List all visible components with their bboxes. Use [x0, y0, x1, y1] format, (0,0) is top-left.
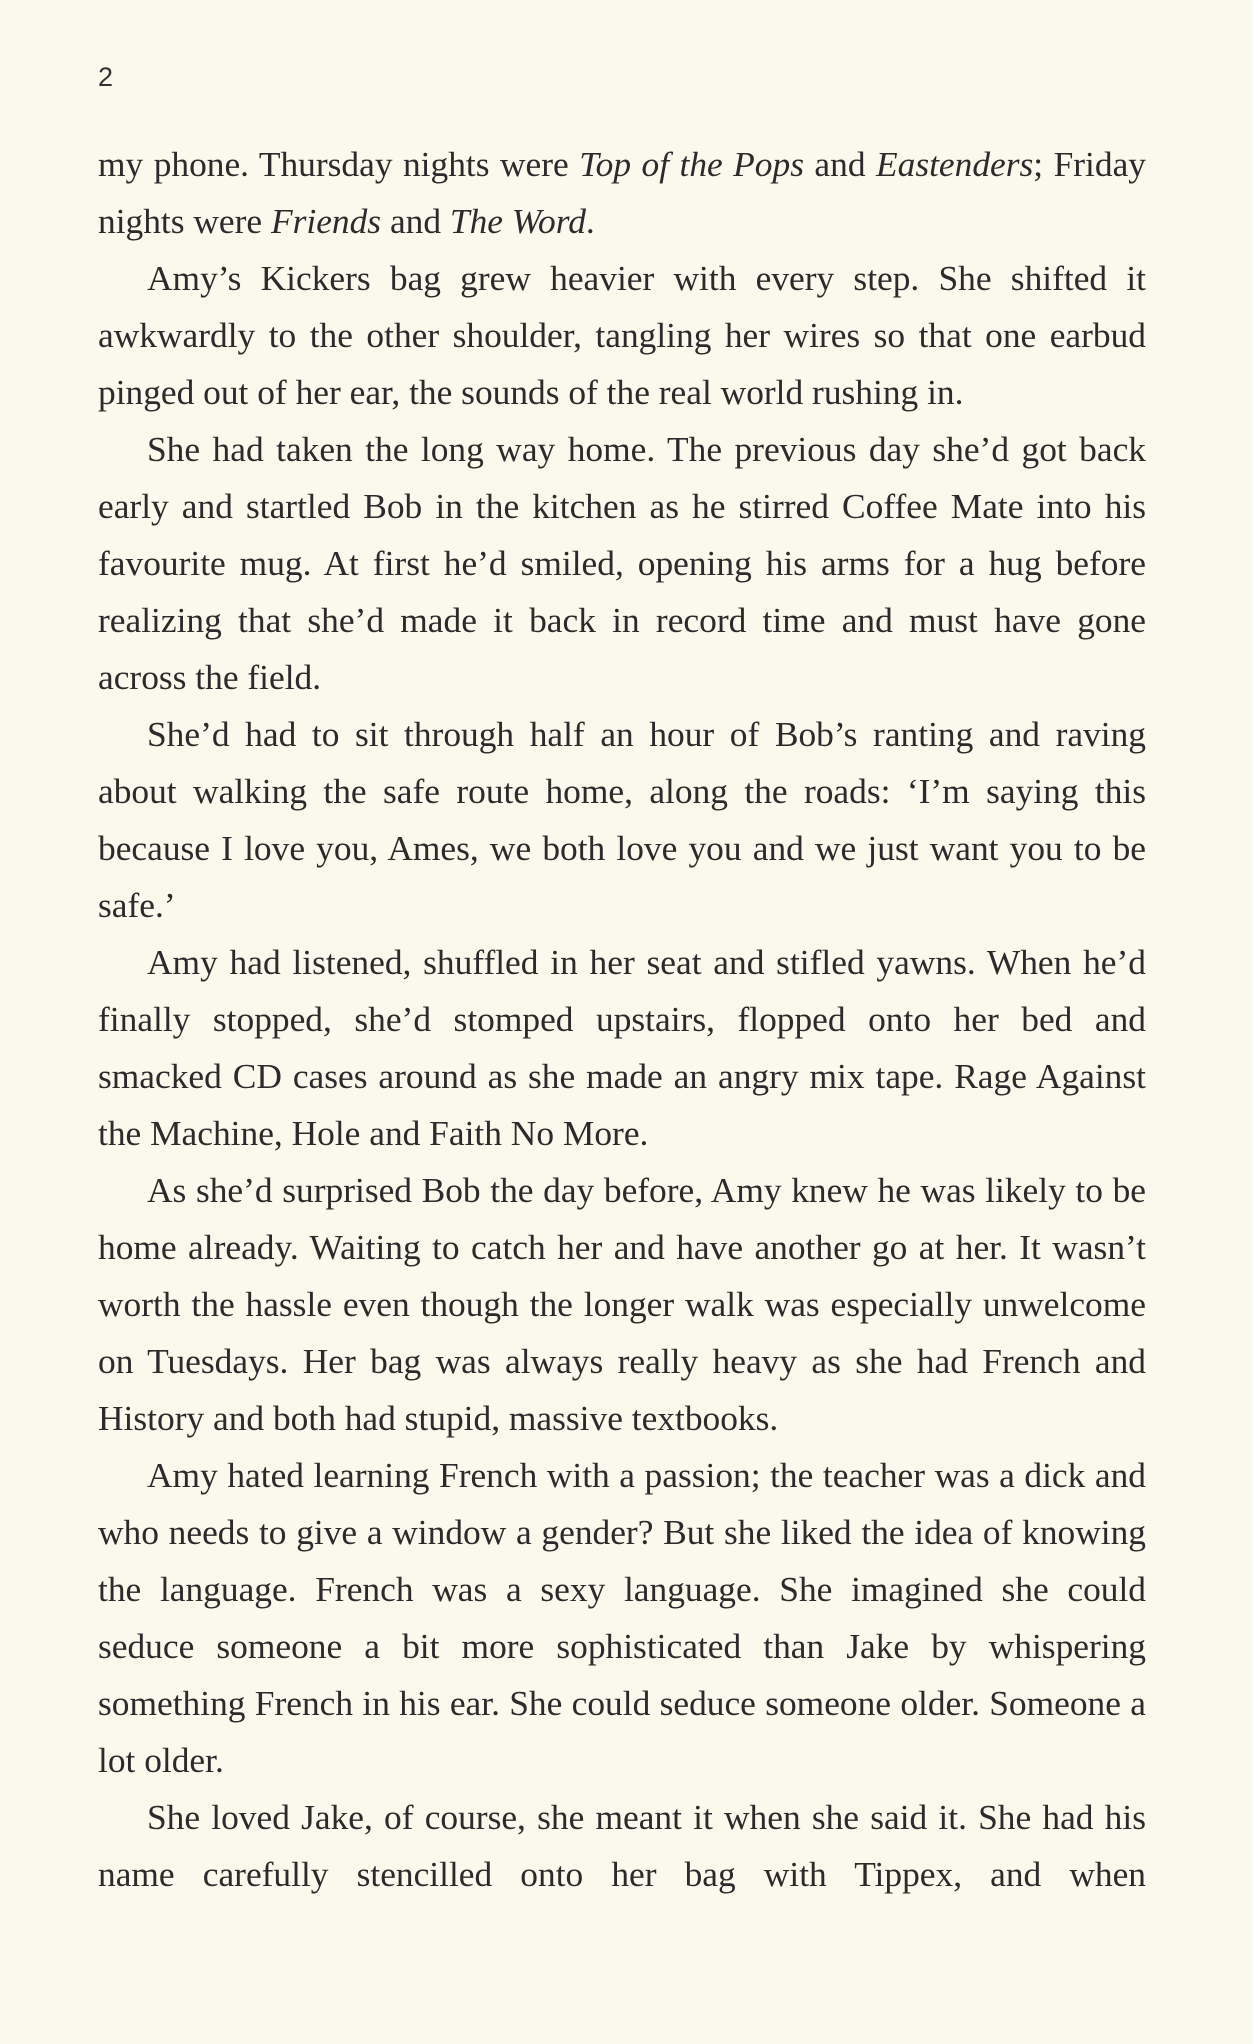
text-run: She had taken the long way home. The previous day she’d got back early and startled Bob in the kitchen as he stirred Coffee Mate into his favourite mug. At first he’d smiled, opening his arms for a hug before realizing that she’d made it back in record time and must have gone across the field.	[98, 429, 1146, 697]
italic-title: Friends	[270, 201, 382, 241]
italic-title: Top of the Pops	[579, 144, 804, 184]
body-text	[98, 136, 1146, 1903]
paragraph	[98, 1162, 1146, 1447]
paragraph	[98, 421, 1146, 706]
text-run: She’d had to sit through half an hour of Bob’s ranting and raving about walking the safe route home, along the roads: ‘I’m saying this because I love you, Ames, we both love you and we just want you to be safe.’	[98, 714, 1146, 925]
page-number: 2	[98, 62, 114, 92]
text-run: She loved Jake, of course, she meant it when she said it. She had his name carefully stencilled onto her bag with Tippex, and when	[98, 1797, 1146, 1894]
text-run: and	[803, 144, 876, 184]
text-run: and	[381, 201, 450, 241]
italic-title: The Word	[449, 201, 586, 241]
paragraph	[98, 1789, 1146, 1903]
paragraph	[98, 934, 1146, 1162]
text-run: my phone. Thursday nights were	[98, 144, 580, 184]
italic-title: Eastenders	[876, 144, 1034, 184]
text-run: ; Friday nights were	[98, 144, 1146, 241]
text-run: As she’d surprised Bob the day before, Amy knew he was likely to be home already. Waiting to catch her and have another go at her. It wasn’t worth the hassle even though the longer walk was especially unwelcome on Tuesdays. Her bag was always really heavy as she had French and History and both had stupid, massive textbooks.	[98, 1170, 1146, 1438]
paragraph	[98, 136, 1146, 250]
paragraph	[98, 706, 1146, 934]
paragraph	[98, 250, 1146, 421]
text-run: Amy had listened, shuffled in her seat and stifled yawns. When he’d finally stopped, she’d stomped upstairs, flopped onto her bed and smacked CD cases around as she made an angry mix tape. Rage Against the Machine, Hole and Faith No More.	[98, 942, 1146, 1153]
text-run: Amy hated learning French with a passion; the teacher was a dick and who needs to give a window a gender? But she liked the idea of knowing the language. French was a sexy language. She imagined she could seduce someone a bit more sophisticated than Jake by whispering something French in his ear. She could seduce someone older. Someone a lot older.	[98, 1455, 1146, 1780]
paragraph	[98, 1447, 1146, 1789]
text-run: Amy’s Kickers bag grew heavier with every step. She shifted it awkwardly to the other shoulder, tangling her wires so that one earbud pinged out of her ear, the sounds of the real world rushing in.	[98, 258, 1146, 412]
text-run: .	[585, 201, 595, 241]
